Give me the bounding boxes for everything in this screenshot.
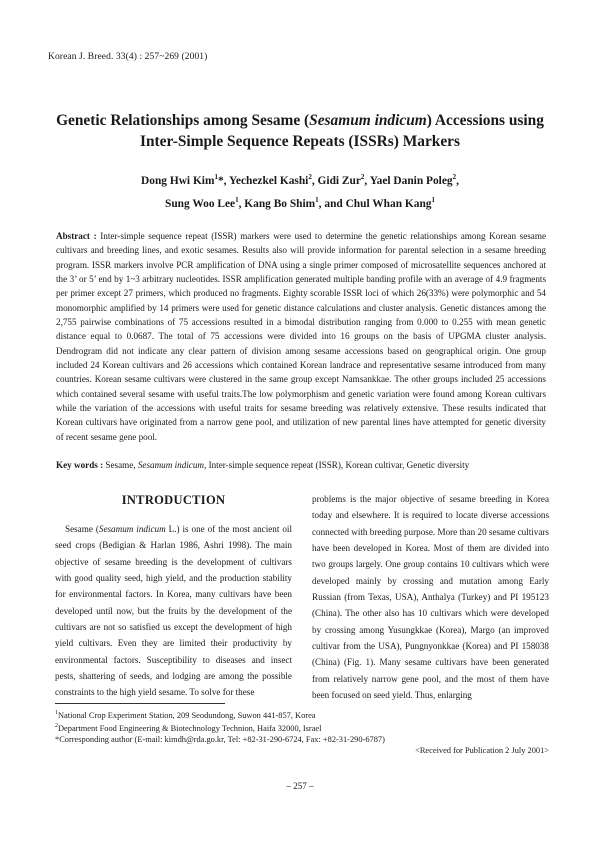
keywords-text: Sesame, — [103, 460, 138, 470]
keywords-label: Key words : — [56, 460, 104, 470]
section-heading-introduction: INTRODUCTION — [121, 493, 226, 507]
abstract — [56, 229, 546, 444]
intro-left-body: L.) is one of the most ancient oil seed crops (Bedigian & Harlan 1986, Ashri 1998). The main objective of sesame breeding is the development of cultivars with good quality seed, high yield, and the production stability for environmental factors. In Korea, many cultivars have been developed until now, but the fruits by the development of the cultivars are not so satisfied us except the development of high yield cultivars. Even they are limited their productivity by environmental factors. Susceptibility to diseases and insect pests, shattering of seeds, and lodging are among the possible constraints to the high yield sesame. To solve for these — [55, 524, 292, 698]
author-name: Dong Hwi Kim — [141, 174, 215, 187]
footnote-mark: 1 — [55, 710, 58, 716]
footnotes — [55, 708, 549, 757]
received-date: <Received for Publication 2 July 2001> — [415, 746, 549, 756]
affiliation-mark: 2 — [360, 173, 365, 181]
intro-right-column: problems is the major objective of sesame breeding in Korea today and elsewhere. It is required to locate diverse accessions connected with breeding purpose. More than 20 sesame cultivars have been developed in Korea. Most of them are divided into two groups largely. One group contains 10 cultivars which were developed mainly by crossing and mutation among Early Russian (from Texas, USA), Anthalya (Turkey) and PI 195123 (China). The other also has 10 cultivars which were developed by crossing among Yusungkkae (Korea), Margo (an improved cultivar from the USA), Pungnyonkkae (Korea) and PI 158038 (China) (Fig. 1). Many sesame cultivars have been generated from relatively narrow gene pool, and the most of them have been focused on seed yield. Thus, enlarging — [312, 494, 549, 701]
affiliation-mark: 1 — [431, 195, 435, 204]
affiliation-mark: 1 — [315, 195, 319, 204]
author-name: , Kang Bo Shim — [238, 197, 316, 210]
keywords — [56, 458, 546, 472]
corresponding-mark: *, — [217, 174, 229, 187]
page-number: – 257 – — [286, 781, 314, 791]
keywords-text-rest: , Inter-simple sequence repeat (ISSR), Korean cultivar, Genetic diversity — [204, 460, 470, 470]
intro-left-pre: Sesame ( — [65, 524, 99, 534]
affiliation-mark: 1 — [214, 173, 218, 181]
footnote-affiliation-2 — [55, 721, 549, 734]
affiliation-mark: 2 — [452, 173, 457, 181]
title-line2: Inter-Simple Sequence Repeats (ISSRs) Markers — [139, 133, 461, 150]
journal-citation: Korean J. Breed. 33(4) : 257~269 (2001) — [48, 52, 208, 62]
affiliation-mark: 2 — [308, 173, 312, 181]
footnote-affiliation-1 — [55, 708, 549, 721]
paper-title — [40, 110, 560, 152]
keywords-italic: Sesamum indicum — [137, 460, 205, 470]
title-line1-italic: Sesamum indicum — [309, 112, 427, 129]
author-line-2 — [40, 191, 560, 214]
intro-left-italic: Sesamum indicum — [98, 524, 166, 534]
author-name: , Gidi Zur — [311, 174, 361, 187]
abstract-text: Inter-simple sequence repeat (ISSR) markers were used to determine the genetic relationships among Korean sesame cultivars and breeding lines, and exotic sesames. Results also will provide information for parental selection in a sesame breeding program. ISSR markers involve PCR amplification of DNA using a single primer composed of microsatellite sequences anchored at the 3’ or 5’ end by 1~3 arbitrary nucleotides. ISSR amplification generated multiple banding profile with an average of 4.9 fragments per primer except 27 primers, which produced no fragments. Eighty scorable ISSR loci of which 26(33%) were polymorphic and 54 monomorphic amplified by 14 primers were used for genetic distance calculations and cluster analysis. Genetic distances among the 2,755 pairwise combinations of 75 accessions resulted in a bimodal distribution ranging from 0.000 to 0.255 with mean genetic distance equal to 0.0687. The total of 75 accessions were divided into 16 groups on the basis of UPGMA cluster analysis. Dendrogram did not indicate any clear pattern of division among sesame accessions based on geographical origin. One group included 24 Korean cultivars and 26 accessions which contained Korean landrace and representative sesame introduced from many countries. Korean sesame cultivars were clustered in the same group except Namsankkae. The other groups included 25 accessions which contained several sesame with useful traits.The low polymorphism and genetic variation were found among Korean cultivars while the variation of the accessions with useful traits for sesame breeding was relatively extensive. These results indicated that Korean cultivars have originated from a narrow gene pool, and utilization of new parental lines have attempted for genetic diversity of recent sesame gene pool. — [56, 231, 546, 442]
title-line1-post: ) Accessions using — [426, 112, 544, 129]
author-line-1 — [40, 168, 560, 191]
author-name: , and Chul Whan Kang — [318, 197, 432, 210]
footnote-text: Department Food Engineering & Biotechnology Technion, Haifa 32000, Israel — [58, 723, 322, 733]
title-line1-pre: Genetic Relationships among Sesame ( — [56, 112, 310, 129]
intro-left-column — [55, 521, 292, 701]
author-name: Yechezkel Kashi — [228, 174, 309, 187]
footnote-divider — [55, 703, 225, 704]
author-list — [40, 168, 560, 214]
author-name: Sung Woo Lee — [165, 197, 236, 210]
footnote-corresponding-author: *Corresponding author (E-mail: kimdh@rda.go.kr, Tel: +82-31-290-6724, Fax: +82-31-290-6787) — [55, 735, 385, 745]
abstract-label: Abstract : — [56, 231, 97, 241]
author-name: , Yael Danin Poleg — [364, 174, 453, 187]
affiliation-mark: 1 — [235, 195, 239, 204]
footnote-mark: 2 — [55, 723, 58, 730]
author-separator: , — [456, 174, 459, 187]
footnote-text: National Crop Experiment Station, 209 Seodundong, Suwon 441-857, Korea — [58, 710, 316, 720]
